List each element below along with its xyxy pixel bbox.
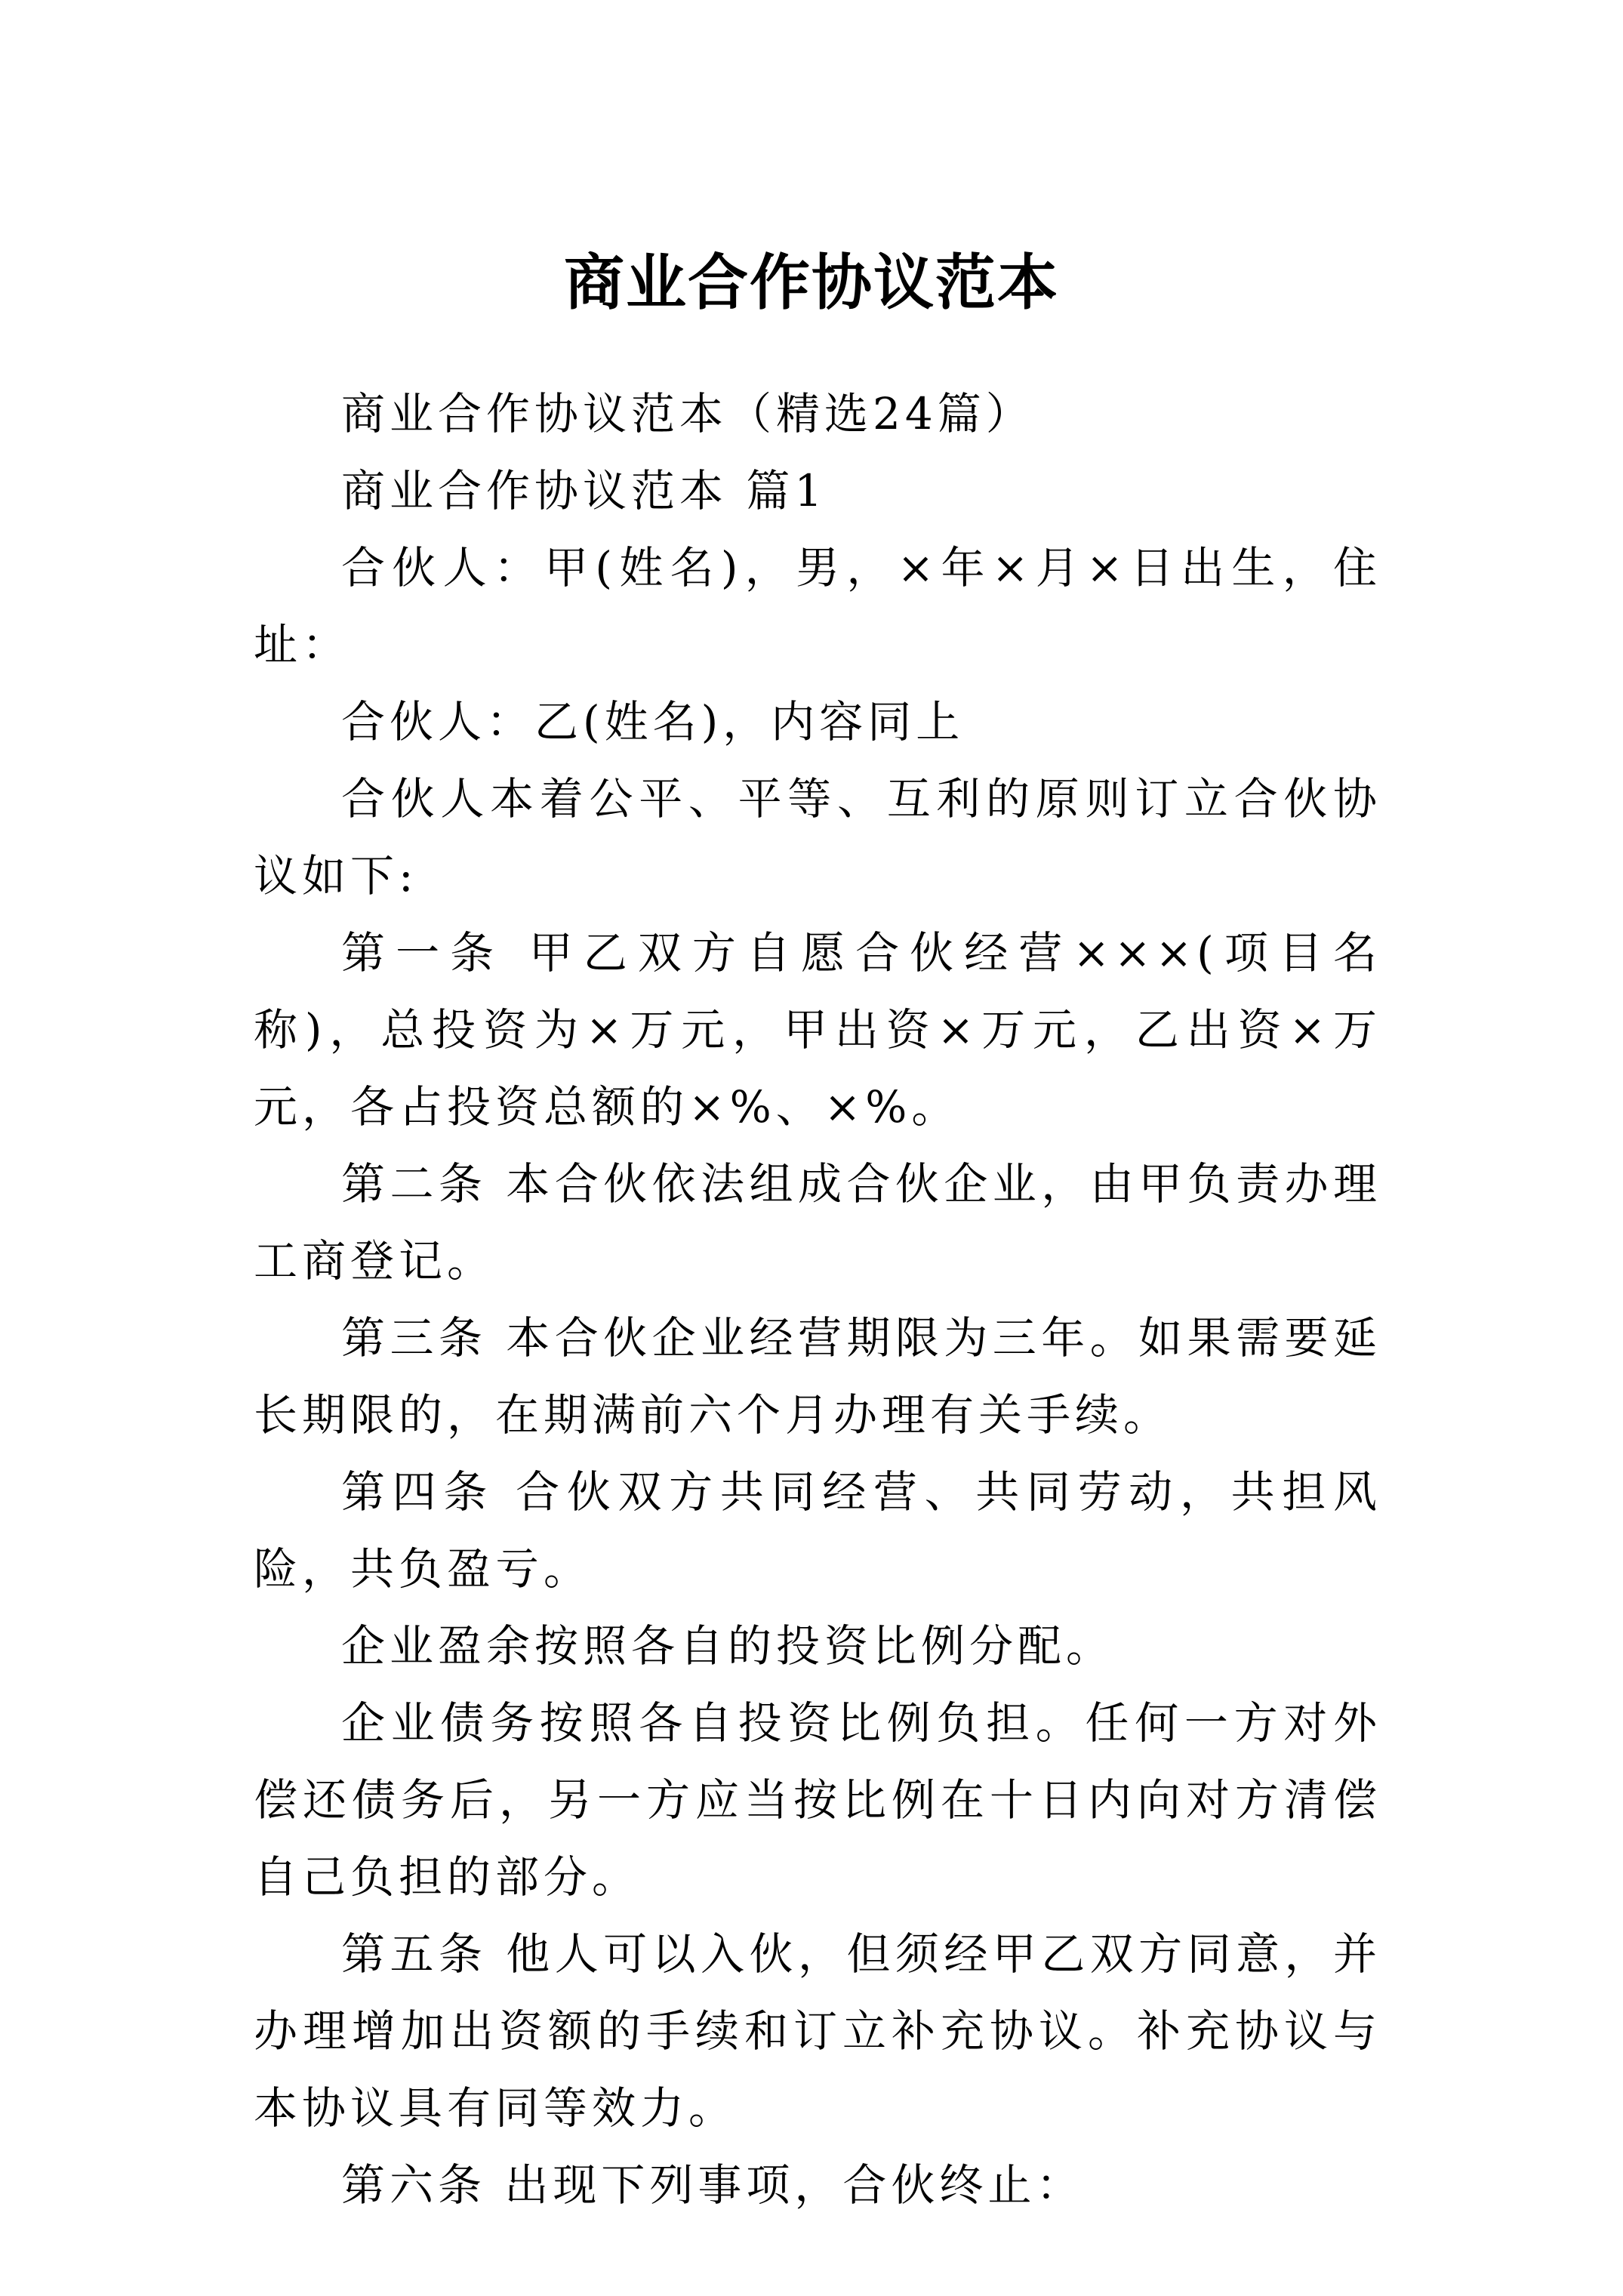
paragraph-article-4: 第四条 合伙双方共同经营、共同劳动，共担风险，共负盈亏。 (254, 1466, 1381, 1595)
paragraph-partner-a: 合伙人：甲(姓名)，男，×年×月×日出生，住址： (254, 542, 1381, 670)
paragraph-article-1: 第一条 甲乙双方自愿合伙经营×××(项目名称)，总投资为×万元，甲出资×万元，乙出资×万元，各占投资总额的×%、×%。 (254, 927, 1381, 1133)
paragraph-debt-liability: 企业债务按照各自投资比例负担。任何一方对外偿还债务后，另一方应当按比例在十日内向对方清偿自己负担的部分。 (254, 1697, 1381, 1903)
document-body (254, 375, 1381, 2224)
paragraph-subtitle: 商业合作协议范本（精选24篇） (341, 388, 1034, 439)
paragraph-section-heading: 商业合作协议范本 篇1 (341, 465, 827, 516)
paragraph-preamble: 合伙人本着公平、平等、互利的原则订立合伙协议如下: (254, 773, 1381, 901)
paragraph-article-2: 第二条 本合伙依法组成合伙企业，由甲负责办理工商登记。 (254, 1158, 1381, 1287)
paragraph-article-3: 第三条 本合伙企业经营期限为三年。如果需要延长期限的，在期满前六个月办理有关手续。 (254, 1312, 1381, 1441)
document-title: 商业合作协议范本 (564, 246, 1059, 318)
paragraph-article-5: 第五条 他人可以入伙，但须经甲乙双方同意，并办理增加出资额的手续和订立补充协议。补充协议与本协议具有同等效力。 (254, 1928, 1381, 2134)
paragraph-profit-distribution: 企业盈余按照各自的投资比例分配。 (341, 1620, 1115, 1672)
paragraph-article-6: 第六条 出现下列事项，合伙终止： (341, 2159, 1085, 2211)
paragraph-partner-b: 合伙人：乙(姓名)，内容同上 (341, 696, 965, 747)
